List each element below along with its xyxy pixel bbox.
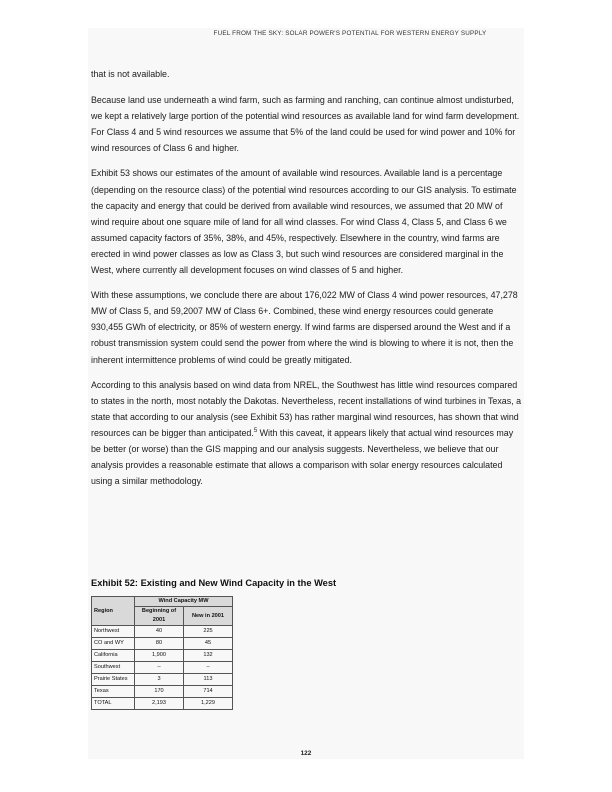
table-cell-beginning: 170 [135,686,184,698]
table-cell-region: Southwest [92,662,135,674]
table-cell-new: 132 [184,650,233,662]
table-cell-beginning: 40 [135,626,184,638]
paragraph-text: According to this analysis based on wind data from NREL, the Southwest has little wind resources compared to states in the north, most notably the Dakotas. Nevertheless, recent installations of wind turbines in Texas, a state that according to our analysis (see Exhibit 53) has rather marginal wind resources, has shown that wind resources can be bigger than anticipated. [91,379,522,438]
paragraph: Exhibit 53 shows our estimates of the amount of available wind resources. Available land is a percentage (depending on the resource class) of the potential wind resources according to our GIS analysis. To estimate the capacity and energy that could be derived from available wind resources, we assumed that 20 MW of wind require about one square mile of land for all wind classes. For wind Class 4, Class 5, and Class 6 we assumed capacity factors of 35%, 38%, and 45%, respectively. Elsewhere in the country, wind farms are erected in wind power classes as low as Class 3, but such wind resources are considered marginal in the West, where currently all development focuses on wind classes of 5 and higher. [91,168,517,276]
paragraph [91,377,521,490]
exhibit-title: Exhibit 52: Existing and New Wind Capacity in the West [91,578,337,588]
column-header-new: New in 2001 [184,607,233,626]
wind-capacity-table [91,596,233,710]
table-cell-beginning: 3 [135,674,184,686]
table-cell-new: 113 [184,674,233,686]
table-cell-beginning: – [135,662,184,674]
body-text [91,66,521,498]
table-cell-new: 714 [184,686,233,698]
table-cell-beginning: 1,900 [135,650,184,662]
table-cell-region: Prairie States [92,674,135,686]
table-row [92,686,233,698]
paragraph-text: With this caveat, it appears likely that actual wind resources may be better (or worse) than the GIS mapping and our analysis suggests. Nevertheless, we believe that our analysis provides a reasonable estimate that allows a comparison with solar energy resources calculated using a similar methodology. [91,427,514,487]
table-row [92,674,233,686]
column-header-beginning: Beginning of 2001 [135,607,184,626]
table-cell-beginning: 2,193 [135,698,184,710]
footnote-reference[interactable]: 5 [253,427,258,434]
column-header-region: Region [92,597,135,626]
table-cell-new: 225 [184,626,233,638]
table-cell-region: California [92,650,135,662]
paragraph: Because land use underneath a wind farm, such as farming and ranching, can continue almost undisturbed, we kept a relatively large portion of the potential wind resources as available land for wind farm development. For Class 4 and 5 wind resources we assume that 5% of the land could be used for wind power and 10% for wind resources of Class 6 and higher. [91,95,520,154]
table-cell-new: 45 [184,638,233,650]
table-cell-region: Northwest [92,626,135,638]
table-cell-new: – [184,662,233,674]
paragraph: that is not available. [91,69,170,79]
table-cell-beginning: 80 [135,638,184,650]
table-row [92,638,233,650]
table-row [92,626,233,638]
table-cell-region: TOTAL [92,698,135,710]
table-cell-new: 1,229 [184,698,233,710]
column-group-header: Wind Capacity MW [135,597,233,607]
table-row-total [92,698,233,710]
page-number: 122 [300,750,312,757]
running-header: FUEL FROM THE SKY: SOLAR POWER'S POTENTIAL FOR WESTERN ENERGY SUPPLY [213,30,487,37]
table-row [92,650,233,662]
table-row [92,662,233,674]
paragraph: With these assumptions, we conclude there are about 176,022 MW of Class 4 wind power resources, 47,278 MW of Class 5, and 59,2007 MW of Class 6+. Combined, these wind energy resources could generate 930,455 GWh of electricity, or 85% of western energy. If wind farms are dispersed around the West and if a robust transmission system could send the power from where the wind is blowing to where it is not, then the inherent intermittence problems of wind could be greatly mitigated. [91,290,518,365]
table-cell-region: CO and WY [92,638,135,650]
table-cell-region: Texas [92,686,135,698]
